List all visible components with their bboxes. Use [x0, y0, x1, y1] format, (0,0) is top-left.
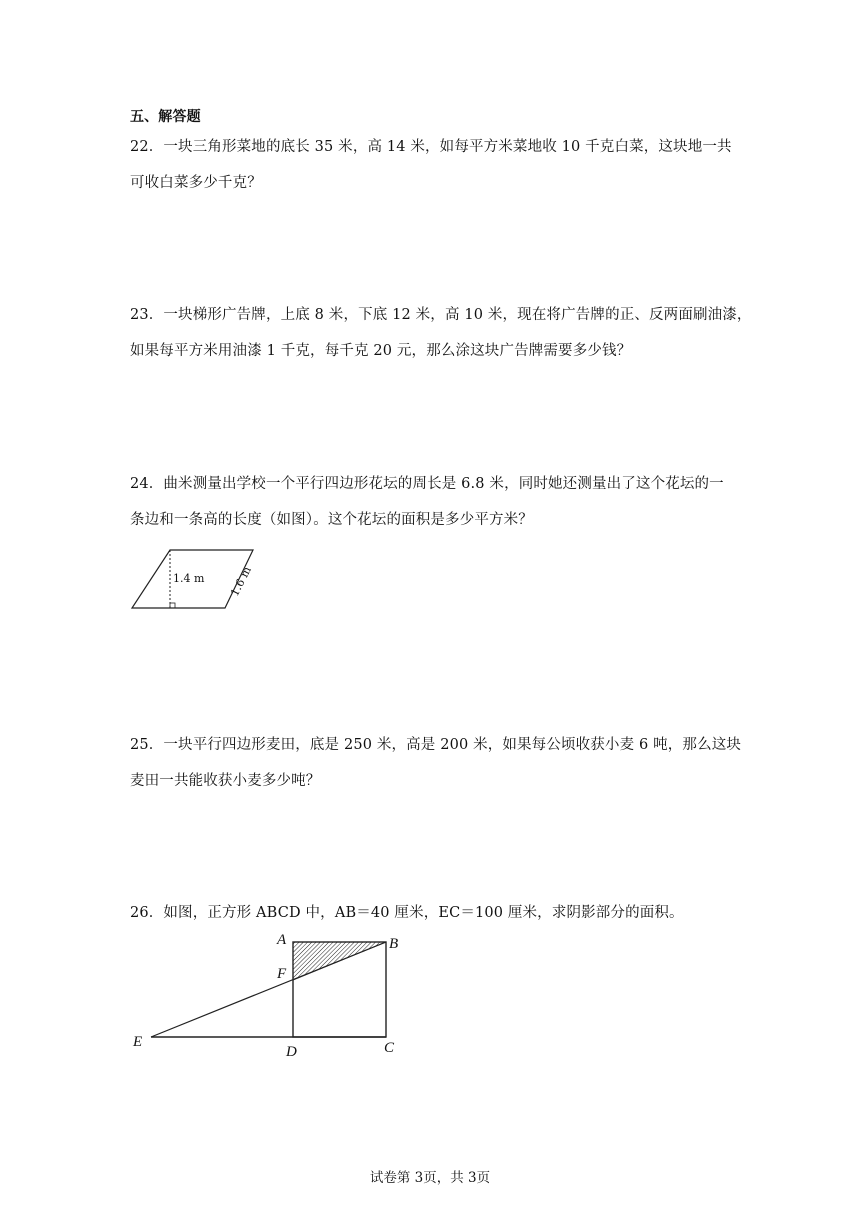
- page-footer: 试卷第 3页，共 3页: [369, 1170, 491, 1186]
- line-eb: [151, 942, 386, 1037]
- parallelogram-figure: [125, 540, 265, 618]
- label-b: B: [389, 936, 399, 952]
- right-angle-mark: [170, 603, 175, 608]
- label-e: E: [133, 1034, 143, 1050]
- question-25-line-1: 25．一块平行四边形麦田，底是 250 米，高是 200 米，如果每公顷收获小麦 6 吨，那么这块: [130, 737, 742, 753]
- label-f: F: [277, 966, 287, 982]
- question-24-line-2: 条边和一条高的长度（如图）。这个花坛的面积是多少平方米？: [130, 512, 533, 528]
- question-22-line-2: 可收白菜多少千克？: [130, 175, 262, 191]
- section-title: 五、解答题: [130, 109, 201, 125]
- question-24-line-1: 24．曲米测量出学校一个平行四边形花坛的周长是 6.8 米，同时她还测量出了这个花坛的一: [130, 476, 724, 492]
- side-label: 1.6 m: [228, 564, 254, 599]
- question-23-line-1: 23．一块梯形广告牌，上底 8 米，下底 12 米，高 10 米，现在将广告牌的正、反两面刷油漆，: [130, 307, 752, 323]
- label-c: C: [384, 1040, 395, 1056]
- label-d: D: [286, 1044, 297, 1060]
- label-a: A: [277, 932, 287, 948]
- question-22-line-1: 22．一块三角形菜地的底长 35 米，高 14 米，如每平方米菜地收 10 千克白菜，这块地一共: [130, 139, 732, 155]
- question-25-line-2: 麦田一共能收获小麦多少吨？: [130, 773, 321, 789]
- square-triangle-figure: [125, 925, 415, 1065]
- question-26-line-1: 26．如图，正方形 ABCD 中，AB＝40 厘米，EC＝100 厘米，求阴影部分的面积。: [130, 905, 684, 921]
- height-label: 1.4 m: [173, 572, 205, 585]
- question-23-line-2: 如果每平方米用油漆 1 千克，每千克 20 元，那么涂这块广告牌需要多少钱？: [130, 343, 632, 359]
